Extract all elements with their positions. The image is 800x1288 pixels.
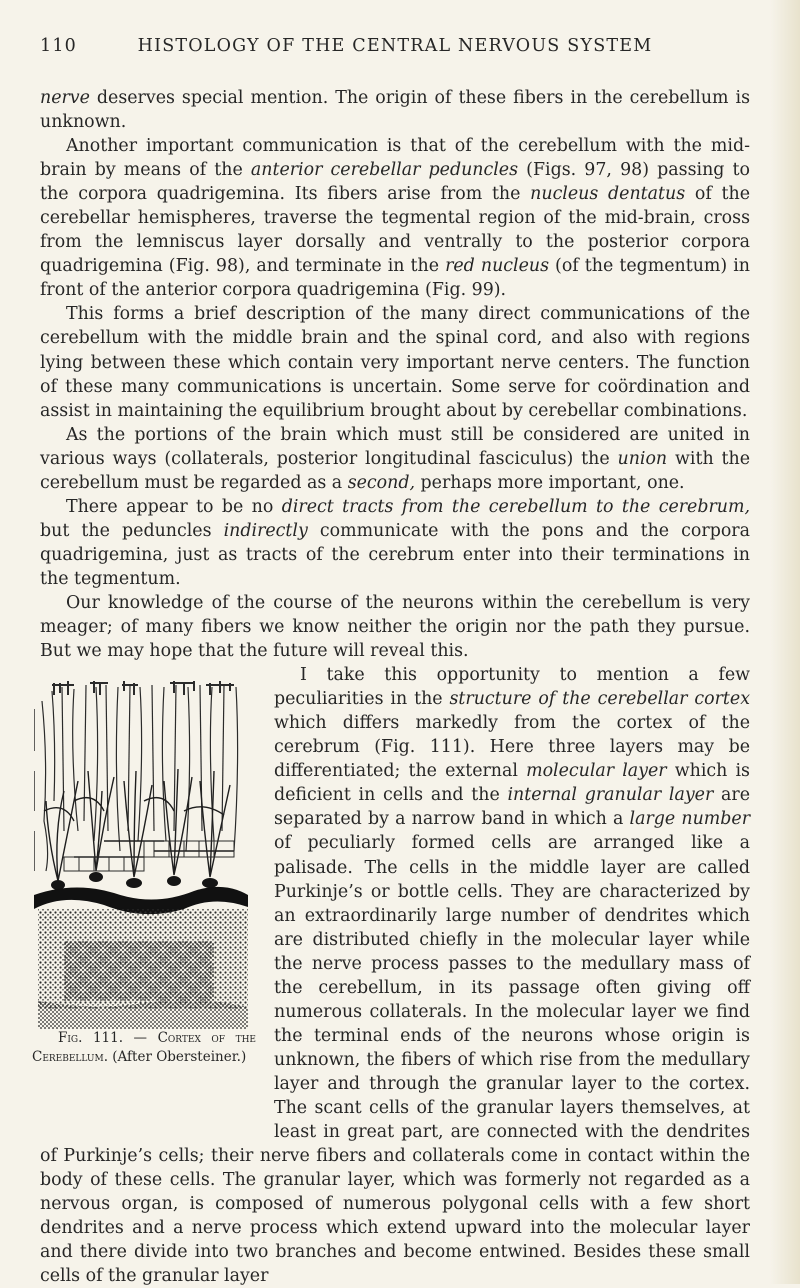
body-text bbox=[32, 86, 751, 1288]
text-run: are separated by a narrow band in which a bbox=[274, 785, 750, 830]
italic-run: internal granular layer bbox=[507, 785, 714, 806]
text-run: deserves special mention. The origin of these fibers in the cerebellum is unknown. bbox=[40, 88, 750, 133]
text-run: Our knowledge of the course of the neurons within the cerebellum is very meager; of many fibers we know neither the origin nor the path they pursue. But we may hope that the future will reveal this. bbox=[40, 592, 750, 662]
text-run: which differs markedly from the cortex of the cerebrum (Fig. 111). Here three layers may be differentiated; the external bbox=[274, 713, 750, 782]
text-run: (of the tegmentum) in front of the anterior corpora quadrigemina (Fig. 99). bbox=[40, 256, 751, 301]
text-run: There appear to be no bbox=[66, 496, 282, 517]
italic-run: nucleus dentatus bbox=[530, 184, 686, 205]
italic-run: direct tracts from the cerebellum to the cerebrum, bbox=[281, 496, 751, 517]
paragraph bbox=[40, 302, 750, 422]
text-run: of peculiarly formed cells are arranged like a palisade. The cells in the middle layer are called Purkinje’s or bottle cells. They are characterized by an extraordinarily large number of dendrites which are distributed chiefly in the molecular layer while the nerve process passes to the medullary mass of the cerebellum, in its passage often giving off numerous collaterals. In the molecular layer we find the terminal ends of the neurons whose origin is unknown, the fibers of which rise from the medullary layer and through the granular layer to the cortex. The scant cells of the granular layers themselves, at least in great part, are connected with the dendrites of Purkinje’s cells; their nerve fibers and collaterals come in contact within the body of these cells. The granular layer, which was formerly not regarded as a nervous organ, is composed of numerous polygonal cells with a few short dendrites and a nerve process which extend upward into the molecular layer and there divide into two branches and become entwined. Besides these small cells of the granular layer bbox=[40, 833, 750, 1287]
text-run: but the peduncles bbox=[40, 520, 224, 541]
text-run: Another important communication is that of the cerebellum with the mid-brain by means of the bbox=[40, 136, 750, 181]
text-run: perhaps more important, one. bbox=[415, 472, 685, 493]
text-run: which is deficient in cells and the bbox=[274, 761, 750, 806]
figure-caption bbox=[32, 1029, 256, 1067]
text-run: communicate with the pons and the corpora quadrigemina, just as tracts of the cerebrum enter into their terminations in the tegmentum. bbox=[40, 520, 750, 589]
paragraph bbox=[32, 663, 751, 1288]
italic-run: union bbox=[617, 448, 668, 469]
text-run: As the portions of the brain which must still be considered are united in various ways (collaterals, posterior longitudinal fasciculus) the bbox=[40, 424, 750, 469]
figure-caption-label: Fig. 111. — Cortex of the Cerebellum. bbox=[32, 1030, 256, 1066]
figure-cerebellum-cortex bbox=[32, 667, 260, 1129]
text-run: of the cerebellar hemispheres, traverse the tegmental region of the mid-brain, cross from the lemniscus layer dorsally and ventrally to the posterior corpora quadrigemina (Fig. 98), and terminate in the bbox=[40, 184, 750, 277]
text-run: I take this opportunity to mention a few peculiarities in the bbox=[274, 665, 750, 710]
paragraph bbox=[40, 86, 750, 134]
paragraph bbox=[40, 591, 750, 663]
page-number: 110 bbox=[40, 36, 78, 56]
paragraph bbox=[40, 134, 750, 302]
italic-run: anterior cerebellar peduncles bbox=[250, 160, 519, 181]
running-header bbox=[40, 36, 750, 60]
text-run: This forms a brief description of the many direct communications of the cerebellum with the middle brain and the spinal cord, and also with regions lying between these which contain very important nerve centers. The function of these many communications is uncertain. Some serve for coördination and assist in maintaining the equilibrium brought about by cerebellar combinations. bbox=[40, 304, 750, 421]
text-run: (Figs. 97, 98) passing to the corpora quadrigemina. Its fibers arise from the bbox=[40, 160, 750, 205]
italic-run: red nucleus bbox=[445, 256, 549, 277]
running-title: HISTOLOGY OF THE CENTRAL NERVOUS SYSTEM bbox=[137, 36, 653, 56]
italic-run: indirectly bbox=[223, 520, 308, 541]
italic-run: structure of the cerebellar cortex bbox=[449, 689, 750, 710]
page-edge-shading bbox=[770, 0, 800, 1284]
italic-run: second, bbox=[347, 472, 416, 493]
italic-run: nerve bbox=[40, 88, 90, 108]
cerebellar-cortex-illustration bbox=[34, 681, 256, 1029]
italic-run: molecular layer bbox=[526, 761, 667, 782]
text-run: with the cerebellum must be regarded as a bbox=[40, 448, 750, 493]
paragraph bbox=[40, 423, 750, 495]
italic-run: large number bbox=[629, 809, 751, 830]
paragraph bbox=[40, 495, 750, 591]
figure-caption-credit: (After Obersteiner.) bbox=[112, 1049, 247, 1066]
